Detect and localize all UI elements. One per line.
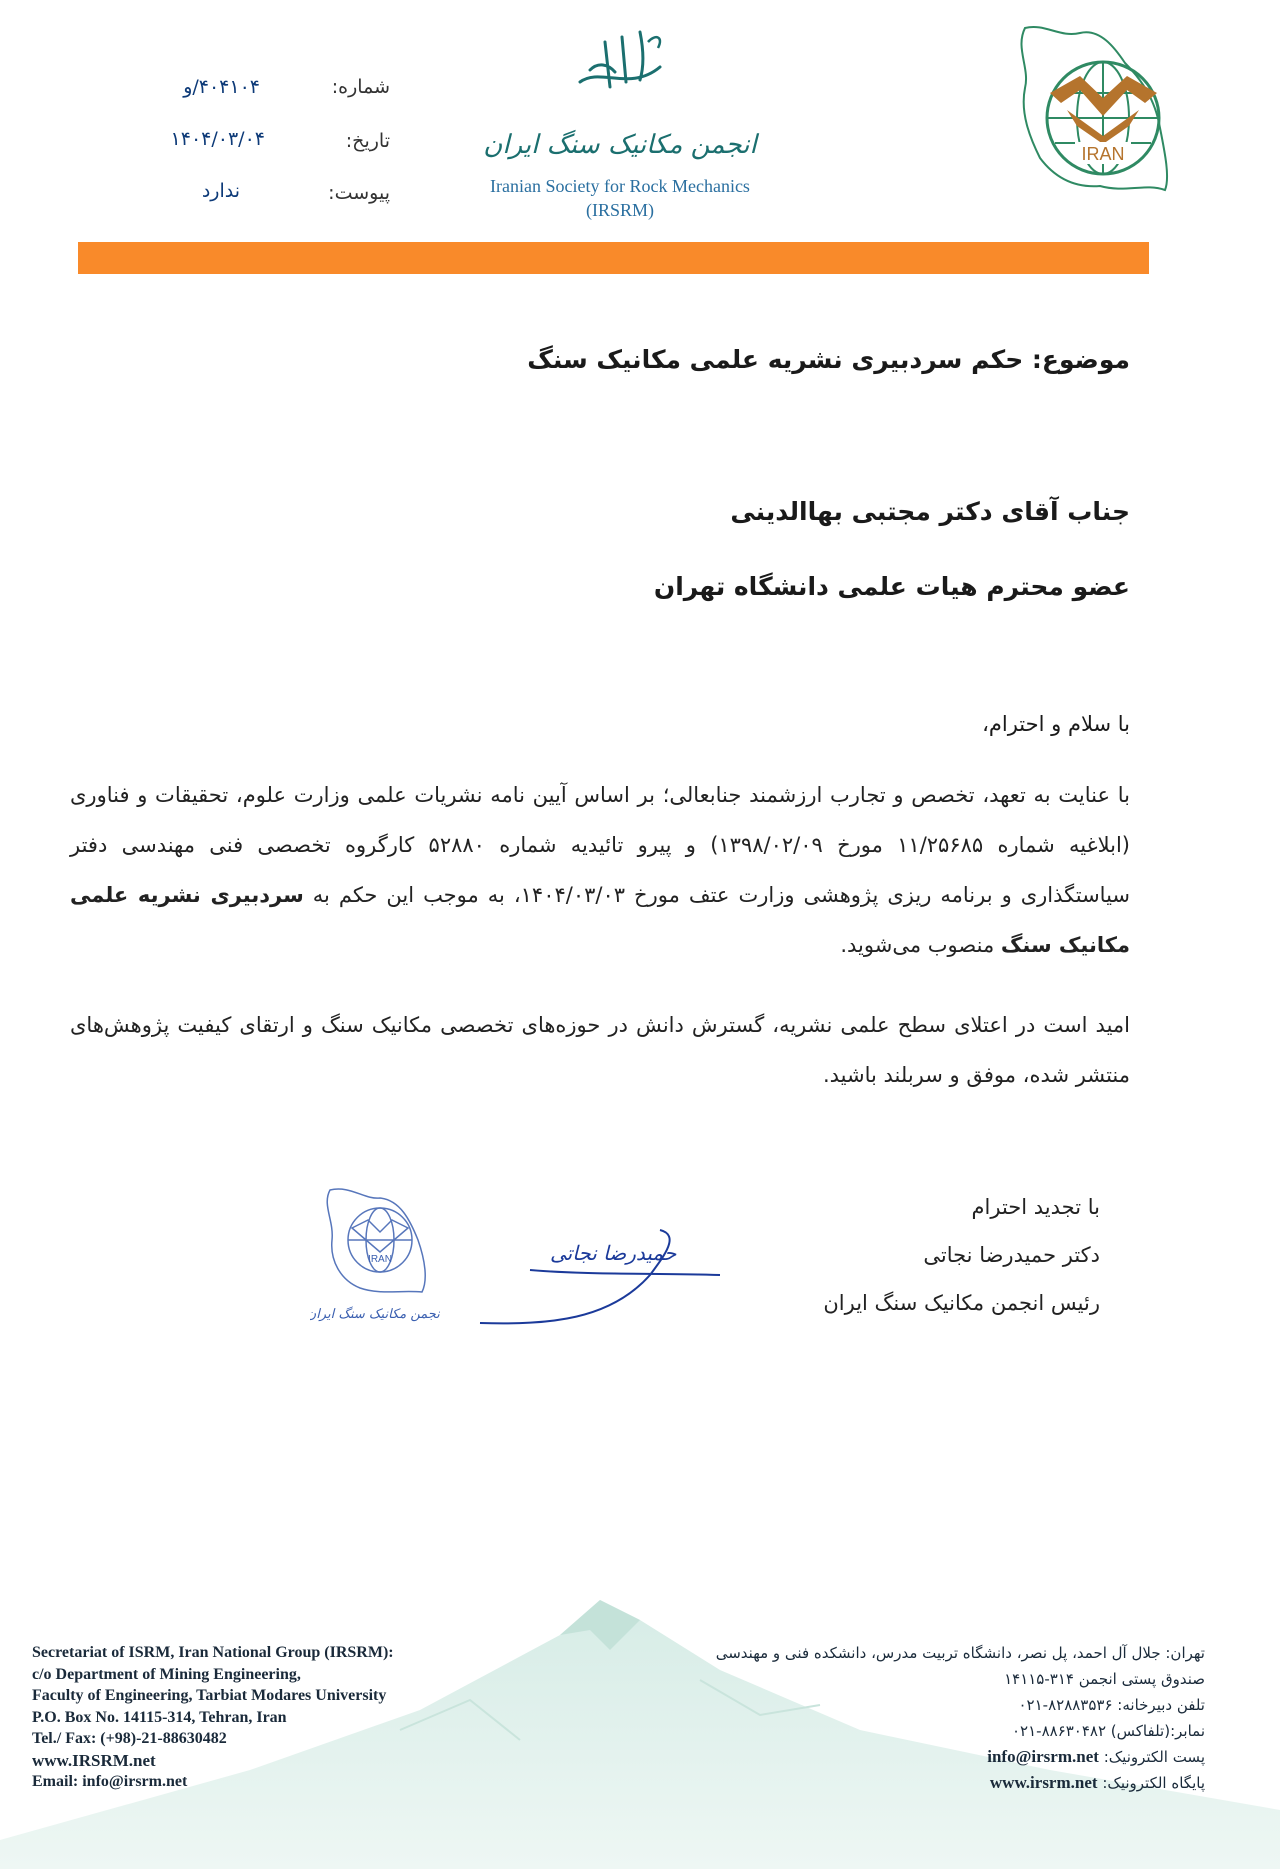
recipient-position: عضو محترم هیات علمی دانشگاه تهران [653, 572, 1130, 601]
footer-fa-email-label: پست الکترونیک: [1103, 1748, 1205, 1766]
footer-en-line: Faculty of Engineering, Tarbiat Modares University [32, 1687, 387, 1704]
society-name-fa: انجمن مکانیک سنگ ایران [483, 130, 757, 160]
society-logo [1005, 18, 1175, 198]
footer-fa-web-label: پایگاه الکترونیک: [1102, 1774, 1205, 1792]
footer-fa-address: تهران: جلال آل احمد، پل نصر، دانشگاه تربیت مدرس، دانشکده فنی و مهندسی [715, 1644, 1205, 1662]
footer-fa-email-row [645, 1744, 1205, 1770]
attachment-value: ندارد [201, 180, 240, 202]
closing-line: با تجدید احترام [971, 1195, 1100, 1219]
header-accent-bar [78, 242, 1149, 274]
signatory-title: رئیس انجمن مکانیک سنگ ایران [823, 1291, 1100, 1315]
footer-fa-fax: نمابر:(تلفاکس) ۸۸۶۳۰۴۸۲-۰۲۱ [1011, 1722, 1205, 1740]
logo-text: IRAN [1081, 144, 1125, 164]
footer-fa-email[interactable]: info@irsrm.net [987, 1747, 1099, 1766]
number-value: ۴۰۴۱۰۴/و [183, 76, 260, 98]
footer-en-line: c/o Department of Mining Engineering, [32, 1665, 301, 1683]
footer-fa-pobox: صندوق پستی انجمن ۳۱۴-۱۴۱۱۵ [1004, 1670, 1205, 1688]
date-value: ۱۴۰۴/۰۳/۰۴ [170, 128, 265, 150]
footer-fa-web-row [645, 1770, 1205, 1796]
letter-subject: موضوع: حکم سردبیری نشریه علمی مکانیک سنگ [527, 345, 1130, 374]
stamp-logo-text: IRAN [368, 1254, 392, 1265]
greeting: با سلام و احترام، [982, 712, 1130, 736]
body-paragraph-1 [70, 770, 1130, 970]
society-name-en: Iranian Society for Rock Mechanics [490, 176, 750, 196]
para1-bold: سردبیری نشریه علمی مکانیک سنگ [70, 883, 1130, 957]
calligraphy-emblem [560, 12, 680, 102]
signature-text: حمیدرضا نجاتی [550, 1241, 677, 1265]
society-abbr: (IRSRM) [585, 200, 654, 220]
footer-web-link[interactable]: www.IRSRM.net [32, 1750, 156, 1770]
body-paragraph-2: امید است در اعتلای سطح علمی نشریه، گسترش دانش در حوزه‌های تخصصی مکانیک سنگ و ارتقای کیفیت پژوهش‌های منتشر شده، موفق و سربلند باشید. [70, 1013, 1130, 1087]
date-label: تاریخ: [345, 130, 390, 152]
attachment-label: پیوست: [328, 182, 390, 204]
para1-text: با عنایت به تعهد، تخصص و تجارب ارزشمند جنابعالی؛ بر اساس آیین نامه نشریات علمی وزارت علوم، تحقیقات و فناوری (ابلاغیه شماره ۱۱/۲۵۶۸۵ مورخ ۱۳۹۸/۰۲/۰۹) و پیرو تائیدیه شماره ۵۲۸۸۰ کارگروه تخصصی فنی مهندسی دفتر سیاستگذاری و برنامه ریزی پژوهشی وزارت عتف مورخ ۱۴۰۴/۰۳/۰۳، به موجب این حکم به [70, 783, 1131, 907]
footer-en-line: P.O. Box No. 14115-314, Tehran, Iran [32, 1708, 287, 1726]
footer-fa-phone: تلفن دبیرخانه: ۸۲۸۸۳۵۳۶-۰۲۱ [1018, 1696, 1205, 1714]
stamp-text: انجمن مکانیک سنگ ایران [310, 1307, 440, 1322]
number-label: شماره: [331, 76, 390, 98]
footer-en-line: Tel./ Fax: (+98)-21-88630482 [32, 1730, 227, 1747]
footer-fa-web[interactable]: www.irsrm.net [989, 1773, 1098, 1792]
footer-email-link[interactable]: Email: info@irsrm.net [32, 1773, 188, 1790]
recipient-name: جناب آقای دکتر مجتبی بهاالدینی [730, 497, 1130, 526]
footer-english-address [32, 1642, 394, 1793]
society-stamp [310, 1180, 440, 1330]
signatory-name: دکتر حمیدرضا نجاتی [923, 1243, 1100, 1267]
handwritten-signature [470, 1215, 730, 1335]
footer-persian-address [645, 1640, 1205, 1796]
footer-en-line: Secretariat of ISRM, Iran National Group (IRSRM): [32, 1644, 394, 1661]
para1-end: منصوب می‌شوید. [840, 933, 995, 957]
